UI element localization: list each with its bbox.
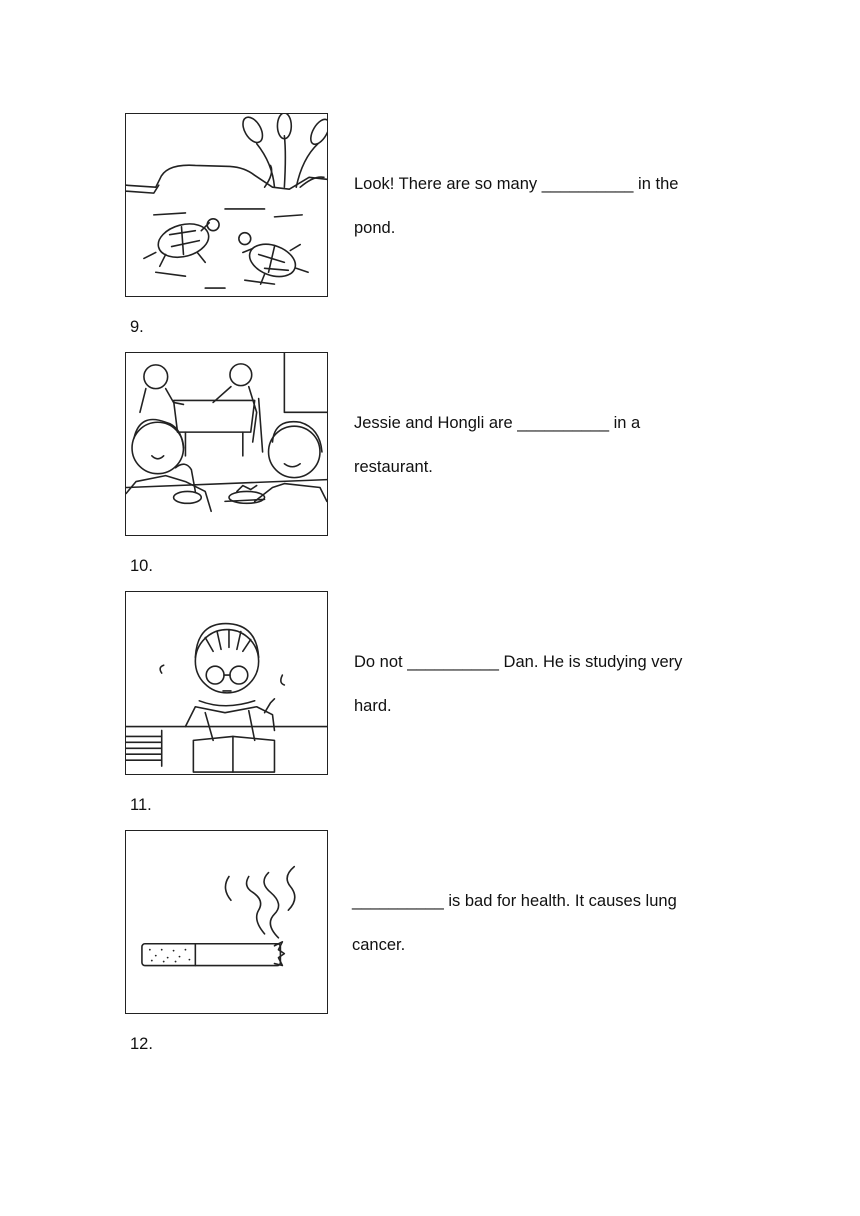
exercise-9-sentence bbox=[354, 162, 734, 250]
exercise-11-sentence bbox=[354, 640, 734, 728]
boy-studying-drawing bbox=[125, 591, 328, 775]
exercise-12-line2: cancer. bbox=[352, 936, 406, 954]
exercise-10-line1: Jessie and Hongli are __________ in a bbox=[354, 414, 641, 432]
exercise-10-number: 10. bbox=[130, 557, 153, 575]
exercise-10-line2: restaurant. bbox=[354, 458, 433, 476]
exercise-9-line2: pond. bbox=[354, 219, 396, 237]
exercise-10-sentence bbox=[354, 401, 734, 489]
exercise-9-line1: Look! There are so many __________ in the bbox=[354, 175, 679, 193]
exercise-9-number: 9. bbox=[130, 318, 144, 336]
exercise-11-line1: Do not __________ Dan. He is studying very bbox=[354, 653, 683, 671]
exercise-12-line1: __________ is bad for health. It causes lung bbox=[352, 892, 677, 910]
turtles-in-pond-drawing bbox=[125, 113, 328, 297]
exercise-12-sentence bbox=[352, 879, 732, 967]
exercise-11-number: 11. bbox=[130, 796, 152, 814]
exercise-11-line2: hard. bbox=[354, 697, 392, 715]
girls-eating-in-restaurant-drawing bbox=[125, 352, 328, 536]
cigarette-smoking-drawing bbox=[125, 830, 328, 1014]
exercise-12-number: 12. bbox=[130, 1035, 153, 1053]
